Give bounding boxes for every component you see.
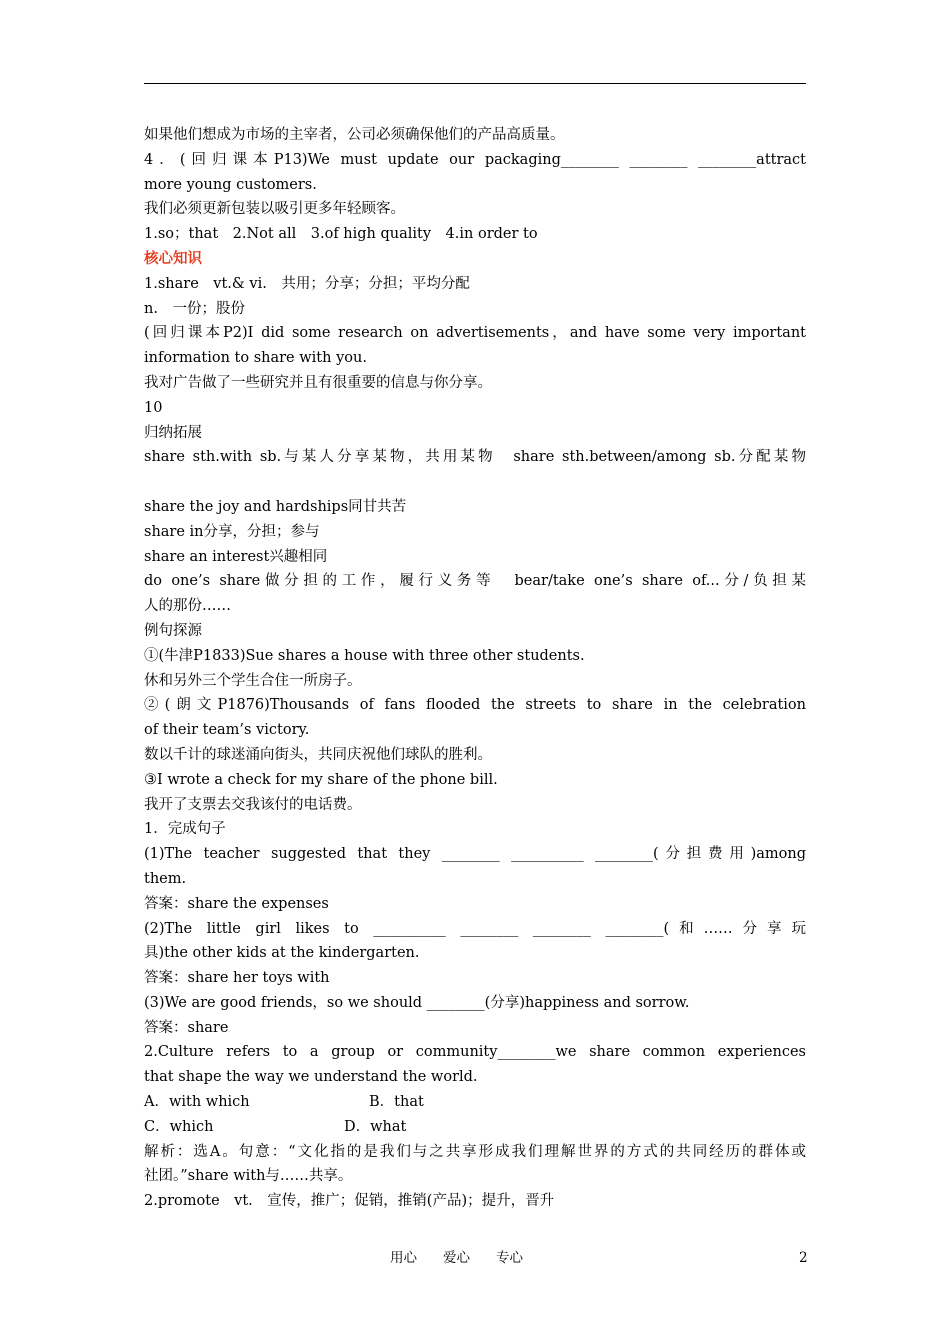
vocab-entry: 2.promote vt. 宣传，推广；促销，推销(产品)；提升，晋升 — [144, 1193, 555, 1210]
option-b: B．that — [369, 1094, 424, 1111]
text-line: 休和另外三个学生合住一所房子。 — [144, 672, 362, 689]
text-line: 如果他们想成为市场的主宰者，公司必须确保他们的产品高质量。 — [144, 127, 565, 143]
text-line: 数以千计的球迷涌向街头，共同庆祝他们球队的胜利。 — [144, 746, 492, 763]
text-line: 我们必须更新包装以吸引更多年轻顾客。 — [144, 201, 405, 218]
example-line: ①(牛津P1833)Sue shares a house with three other students. — [144, 647, 585, 664]
motto-word: 爱心 — [443, 1250, 470, 1266]
text-line: share the joy and hardships同甘共苦 — [144, 498, 407, 515]
option-row — [144, 1115, 806, 1140]
option-row — [144, 1090, 806, 1115]
answer-line: 答案：share her toys with — [144, 970, 330, 987]
example-line: ③I wrote a check for my share of the phone bill. — [144, 771, 498, 788]
explanation-line: 解析：选A。句意：“文化指的是我们与之共享形成我们理解世界的方式的共同经历的群体或 — [144, 1143, 806, 1160]
example-line: ②(朗文P1876)Thousands of fans flooded the streets to share in the celebration — [144, 697, 806, 714]
header-rule — [144, 83, 806, 84]
answer-line: 1.so；that 2.Not all 3.of high quality 4.in order to — [144, 226, 538, 243]
text-line: 社团。”share with与……共享。 — [144, 1168, 353, 1185]
text-line: 人的那份…… — [144, 598, 231, 615]
text-line: (2)The little girl likes to __________ ________ ________ ________(和……分享玩 — [144, 920, 806, 937]
text-line: do one’s share做分担的工作，履行义务等 bear/take one’s share of...分/负担某 — [144, 573, 806, 590]
text-line: n. 一份；股份 — [144, 300, 245, 317]
vocab-entry: 1.share vt.& vi. 共用；分享；分担；平均分配 — [144, 275, 470, 292]
option-d: D．what — [344, 1118, 407, 1135]
text-line: share in分享，分担；参与 — [144, 523, 320, 540]
page-footer — [0, 1246, 950, 1270]
answer-line: 答案：share — [144, 1019, 229, 1036]
footer-motto — [390, 1246, 549, 1270]
text-line: that shape the way we understand the world. — [144, 1069, 478, 1086]
section-heading: 核心知识 — [144, 249, 202, 267]
text-line: 我对广告做了一些研究并且有很重要的信息与你分享。 — [144, 374, 492, 391]
text-line: (1)The teacher suggested that they ________ __________ ________(分担费用)among — [144, 846, 806, 863]
option-c: C．which — [144, 1118, 214, 1135]
text-line: of their team’s victory. — [144, 722, 310, 739]
motto-word: 专心 — [496, 1250, 523, 1266]
exercise-4-line-1: 4．(回归课本P13)We must update our packaging________ ________ ________attract — [144, 151, 806, 168]
page-number: 2 — [799, 1250, 808, 1266]
page-body — [144, 123, 806, 1214]
subheading: 归纳拓展 — [144, 424, 202, 441]
exercise-heading: 1．完成句子 — [144, 821, 226, 838]
question-line: 2.Culture refers to a group or community________we share common experiences — [144, 1044, 806, 1061]
text-line: (3)We are good friends，so we should ________(分享)happiness and sorrow. — [144, 994, 690, 1011]
text-line: more young customers. — [144, 176, 317, 193]
blank-line — [144, 470, 806, 495]
text-line: share an interest兴趣相同 — [144, 548, 328, 565]
motto-word: 用心 — [390, 1250, 417, 1266]
text-line: share sth.with sb.与某人分享某物，共用某物 share sth.between/among sb.分配某物 — [144, 449, 806, 466]
text-line: 具)the other kids at the kindergarten. — [144, 945, 420, 962]
text-line: them. — [144, 870, 187, 887]
subheading: 例句探源 — [144, 622, 202, 639]
text-line: information to share with you. — [144, 350, 367, 367]
text-line: (回归课本P2)I did some research on advertisements，and have some very important — [144, 325, 806, 342]
answer-line: 答案：share the expenses — [144, 895, 329, 912]
text-line: 我开了支票去交我该付的电话费。 — [144, 796, 362, 813]
option-a: A．with which — [144, 1094, 250, 1111]
text-line: 10 — [144, 399, 163, 416]
